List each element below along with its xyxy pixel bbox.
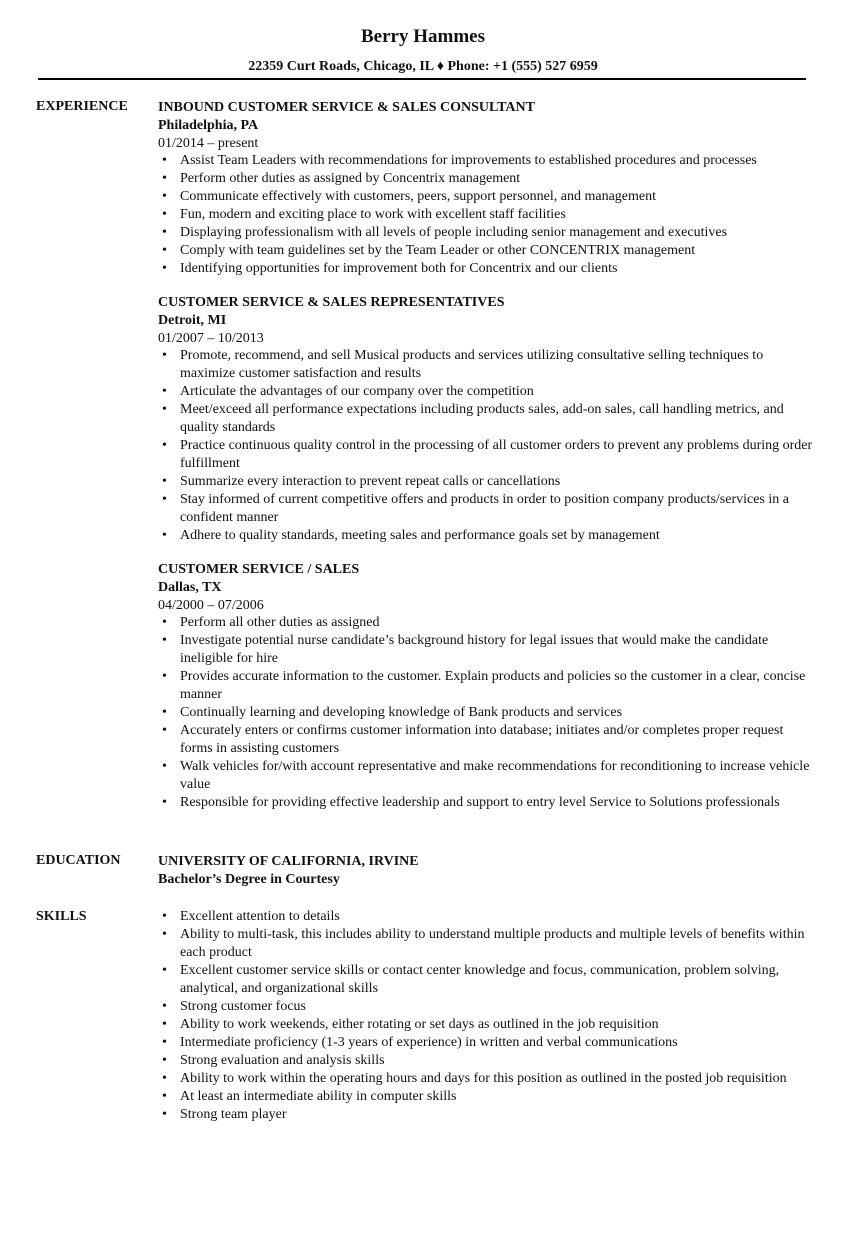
list-item: • Practice continuous quality control in the processing of all customer orders to prevent any problems during order fulfillment [158, 437, 818, 473]
list-item: • Ability to multi-task, this includes ability to understand multiple products and multiple levels of benefits within each product [158, 926, 818, 962]
list-item: • Investigate potential nurse candidate’s background history for legal issues that would make the candidate ineligible for hire [158, 632, 818, 668]
list-item: • Perform other duties as assigned by Concentrix management [158, 170, 818, 188]
list-item: • Fun, modern and exciting place to work with excellent staff facilities [158, 206, 818, 224]
list-item: • Displaying professionalism with all levels of people including senior management and executives [158, 224, 818, 242]
list-item: • Comply with team guidelines set by the Team Leader or other CONCENTRIX management [158, 242, 818, 260]
list-item: • Walk vehicles for/with account representative and make recommendations for reconditioning to increase vehicle value [158, 758, 818, 794]
header-divider [38, 78, 806, 80]
job-title: INBOUND CUSTOMER SERVICE & SALES CONSULTANT [158, 100, 535, 115]
candidate-name: Berry Hammes [361, 26, 485, 47]
list-item: • Excellent customer service skills or contact center knowledge and focus, communication, problem solving, analytical, and organizational skills [158, 962, 818, 998]
list-item: • Continually learning and developing knowledge of Bank products and services [158, 704, 818, 722]
experience-section [158, 99, 818, 828]
list-item: • Accurately enters or confirms customer information into database; initiates and/or completes proper request forms in assisting customers [158, 722, 818, 758]
degree: Bachelor’s Degree in Courtesy [158, 872, 340, 887]
education-section [158, 853, 818, 889]
job-entry [158, 294, 818, 545]
experience-heading: EXPERIENCE [36, 99, 128, 114]
job-dates: 04/2000 – 07/2006 [158, 598, 264, 613]
skills-list [158, 908, 818, 1124]
job-title: CUSTOMER SERVICE & SALES REPRESENTATIVES [158, 295, 505, 310]
job-title: CUSTOMER SERVICE / SALES [158, 562, 360, 577]
job-entry [158, 99, 818, 278]
list-item: • Excellent attention to details [158, 908, 818, 926]
job-entry [158, 561, 818, 812]
job-location: Dallas, TX [158, 580, 222, 595]
list-item: • Summarize every interaction to prevent repeat calls or cancellations [158, 473, 818, 491]
list-item: • Provides accurate information to the customer. Explain products and policies so the customer in a clear, concise manner [158, 668, 818, 704]
list-item: • Promote, recommend, and sell Musical products and services utilizing consultative selling techniques to maximize customer satisfaction and results [158, 347, 818, 383]
list-item: • Meet/exceed all performance expectations including products sales, add-on sales, call handling metrics, and quality standards [158, 401, 818, 437]
job-bullets [158, 152, 818, 278]
job-location: Philadelphia, PA [158, 118, 259, 133]
list-item: • Ability to work within the operating hours and days for this position as outlined in the posted job requisition [158, 1070, 818, 1088]
list-item: • Strong customer focus [158, 998, 818, 1016]
list-item: • Articulate the advantages of our company over the competition [158, 383, 818, 401]
list-item: • Stay informed of current competitive offers and products in order to position company products/services in a confident manner [158, 491, 818, 527]
list-item: • Perform all other duties as assigned [158, 614, 818, 632]
education-heading: EDUCATION [36, 853, 121, 868]
school-name: UNIVERSITY OF CALIFORNIA, IRVINE [158, 854, 419, 869]
contact-line: 22359 Curt Roads, Chicago, IL ♦ Phone: +1 (555) 527 6959 [248, 59, 598, 74]
list-item: • Strong evaluation and analysis skills [158, 1052, 818, 1070]
list-item: • Identifying opportunities for improvement both for Concentrix and our clients [158, 260, 818, 278]
job-dates: 01/2014 – present [158, 136, 259, 151]
list-item: • Adhere to quality standards, meeting sales and performance goals set by management [158, 527, 818, 545]
list-item: • Strong team player [158, 1106, 818, 1124]
skills-heading: SKILLS [36, 909, 87, 924]
list-item: • Communicate effectively with customers, peers, support personnel, and management [158, 188, 818, 206]
job-bullets [158, 614, 818, 812]
list-item: • At least an intermediate ability in computer skills [158, 1088, 818, 1106]
job-bullets [158, 347, 818, 545]
job-location: Detroit, MI [158, 313, 227, 328]
list-item: • Assist Team Leaders with recommendations for improvements to established procedures and processes [158, 152, 818, 170]
list-item: • Intermediate proficiency (1-3 years of experience) in written and verbal communications [158, 1034, 818, 1052]
job-dates: 01/2007 – 10/2013 [158, 331, 264, 346]
skills-section [158, 908, 818, 1124]
list-item: • Responsible for providing effective leadership and support to entry level Service to Solutions professionals [158, 794, 818, 812]
list-item: • Ability to work weekends, either rotating or set days as outlined in the job requisition [158, 1016, 818, 1034]
